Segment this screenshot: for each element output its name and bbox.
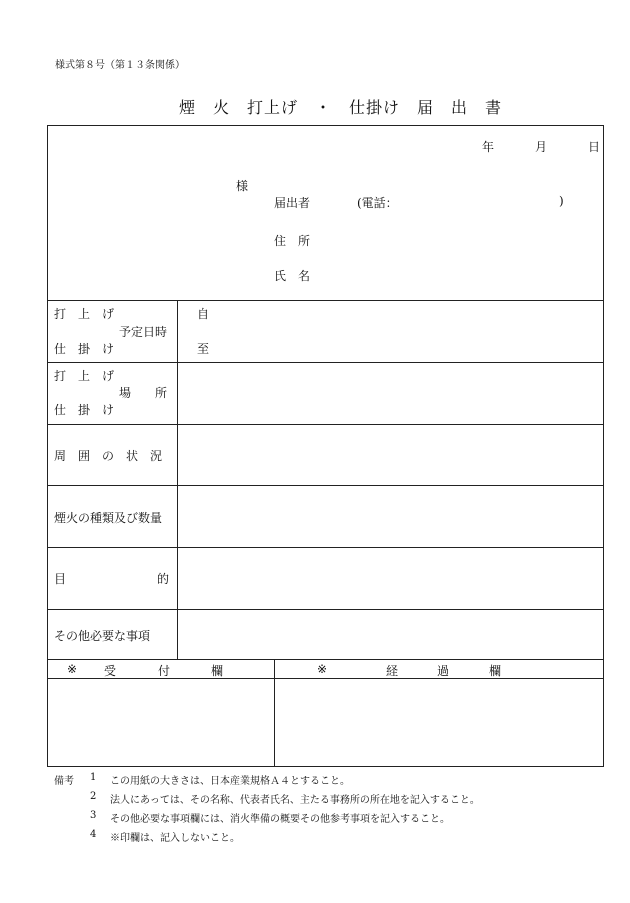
schedule-from: 自 <box>197 307 210 321</box>
note-text: この用紙の大きさは、日本産業規格Ａ４とすること。 <box>110 776 350 787</box>
schedule-uchiage: 打 上 げ <box>54 307 115 321</box>
phone-open: (電話： <box>357 196 398 210</box>
note-text: ※印欄は、記入しないこと。 <box>110 833 240 844</box>
place-shikake: 仕 掛 け <box>54 403 115 417</box>
form-number: 様式第８号（第１３条関係） <box>55 60 185 71</box>
note-num: 1 <box>90 772 97 783</box>
progress-a: 経 <box>386 664 399 678</box>
progress-b: 過 <box>437 664 450 678</box>
schedule-shikake: 仕 掛 け <box>54 342 115 356</box>
date-year: 年 <box>482 140 495 154</box>
progress-mark: ※ <box>317 662 328 676</box>
note-num: 2 <box>90 791 97 802</box>
notes-label: 備考 <box>54 776 74 787</box>
place-uchiage: 打 上 げ <box>54 369 115 383</box>
reception-a: 受 <box>104 664 117 678</box>
date-day: 日 <box>588 140 601 154</box>
address-label: 住 所 <box>274 234 311 248</box>
progress-c: 欄 <box>489 664 502 678</box>
reception-c: 欄 <box>211 664 224 678</box>
purpose-label-a: 目 <box>54 572 67 586</box>
phone-close: ) <box>559 194 564 208</box>
note-num: 3 <box>90 810 97 821</box>
applicant-label: 届出者 <box>274 196 311 210</box>
note-num: 4 <box>90 829 97 840</box>
note-text: 法人にあっては、その名称、代表者氏名、主たる事務所の所在地を記入すること。 <box>110 795 480 806</box>
schedule-to: 至 <box>197 342 210 356</box>
note-text: その他必要な事項欄には、消火準備の概要その他参考事項を記入すること。 <box>110 814 450 825</box>
other-label: その他必要な事項 <box>54 629 151 643</box>
date-month: 月 <box>535 140 548 154</box>
reception-mark: ※ <box>67 662 78 676</box>
addressee-suffix: 様 <box>236 179 249 193</box>
fireworks-label: 煙火の種類及び数量 <box>54 511 163 525</box>
place-label: 場 所 <box>119 386 168 400</box>
reception-b: 付 <box>158 664 171 678</box>
schedule-datetime: 予定日時 <box>119 325 168 339</box>
purpose-label-b: 的 <box>157 572 170 586</box>
page-title: 煙 火 打上げ ・ 仕掛け 届 出 書 <box>179 98 503 117</box>
name-label: 氏 名 <box>274 269 311 283</box>
surroundings-label: 周 囲 の 状 況 <box>54 449 163 463</box>
